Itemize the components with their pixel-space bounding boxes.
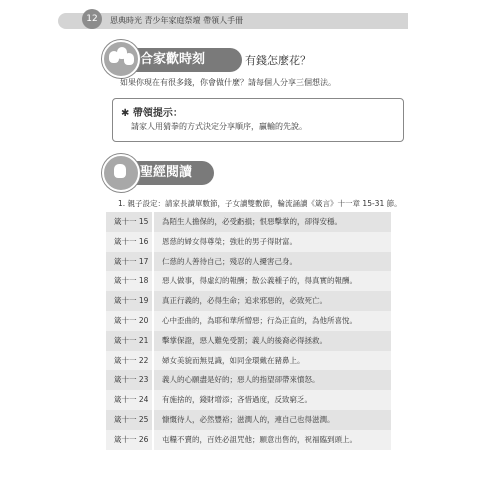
verse-row <box>106 212 391 232</box>
verse-table <box>106 212 391 450</box>
verse-row <box>106 351 391 371</box>
verse-ref: 箴十一 16 <box>106 232 154 252</box>
verse-row <box>106 291 391 311</box>
verse-ref: 箴十一 21 <box>106 331 154 351</box>
verse-ref: 箴十一 23 <box>106 370 154 390</box>
verse-ref: 箴十一 24 <box>106 390 154 410</box>
verse-text: 屯糧不賣的，百姓必詛咒他；願意出售的，祝福臨到頭上。 <box>162 434 357 444</box>
verse-ref: 箴十一 17 <box>106 252 154 272</box>
verse-text: 仁慈的人善待自己；殘忍的人擾害己身。 <box>162 256 297 266</box>
hint-title: ✱ 帶領提示： <box>121 108 183 119</box>
verse-row <box>106 331 391 351</box>
verse-row <box>106 370 391 390</box>
reading-instruction: 1. 親子設定：請家長讀單數節，子女讀雙數節，輪流誦讀《箴言》十一章 15-31 節。 <box>118 199 402 208</box>
verse-text: 義人的心願盡是好的；惡人的指望卻帶來憤怒。 <box>162 375 320 385</box>
reader-icon <box>102 154 140 192</box>
verse-text: 惡人做事，得虛幻的報酬；散公義種子的，得真實的報酬。 <box>162 276 357 286</box>
verse-text: 恩慈的婦女得尊榮；強壯的男子得財富。 <box>162 236 297 246</box>
hint-box <box>112 98 404 142</box>
discussion-section-label: 合家歡時刻 <box>102 48 242 72</box>
verse-row <box>106 430 391 450</box>
verse-row <box>106 271 391 291</box>
verse-row <box>106 311 391 331</box>
family-icon <box>102 40 140 78</box>
verse-row <box>106 232 391 252</box>
verse-ref: 箴十一 20 <box>106 311 154 331</box>
verse-row <box>106 390 391 410</box>
verse-text: 為陌生人擔保的，必受虧損；恨惡擊掌的，卻得安穩。 <box>162 217 342 226</box>
page-number: 12 <box>82 9 102 29</box>
verse-ref: 箴十一 22 <box>106 351 154 371</box>
discussion-prompt: 如果你現在有很多錢，你會做什麼？請每個人分享三個想法。 <box>120 78 336 87</box>
bible-section-label: 聖經閱讀 <box>102 161 214 185</box>
verse-text: 心中歪曲的，為耶和華所憎惡；行為正直的，為他所喜悅。 <box>162 315 357 325</box>
verse-ref: 箴十一 25 <box>106 410 154 430</box>
hint-text: 請家人用猜拳的方式決定分享順序，贏輸的先說。 <box>131 122 307 131</box>
verse-ref: 箴十一 18 <box>106 271 154 291</box>
verse-ref: 箴十一 26 <box>106 430 154 450</box>
header-title: 恩典時光 青少年家庭祭壇 帶領人手冊 <box>110 16 244 25</box>
verse-row <box>106 252 391 272</box>
discussion-question: 有錢怎麼花？ <box>245 54 311 67</box>
verse-ref: 箴十一 19 <box>106 291 154 311</box>
verse-ref: 箴十一 15 <box>106 212 154 232</box>
verse-text: 有施捨的，錢財增添；吝惜過度，反致窮乏。 <box>162 395 312 405</box>
verse-text: 慷慨待人，必然豐裕；滋潤人的，連自己也得滋潤。 <box>162 414 335 424</box>
verse-text: 婦女美貌而無見識，如同金環戴在豬鼻上。 <box>162 355 305 365</box>
verse-row <box>106 410 391 430</box>
verse-text: 真正行義的，必得生命；追求邪惡的，必致死亡。 <box>162 296 327 306</box>
verse-text: 擊掌保證，惡人難免受罰；義人的後裔必得拯救。 <box>162 335 327 345</box>
